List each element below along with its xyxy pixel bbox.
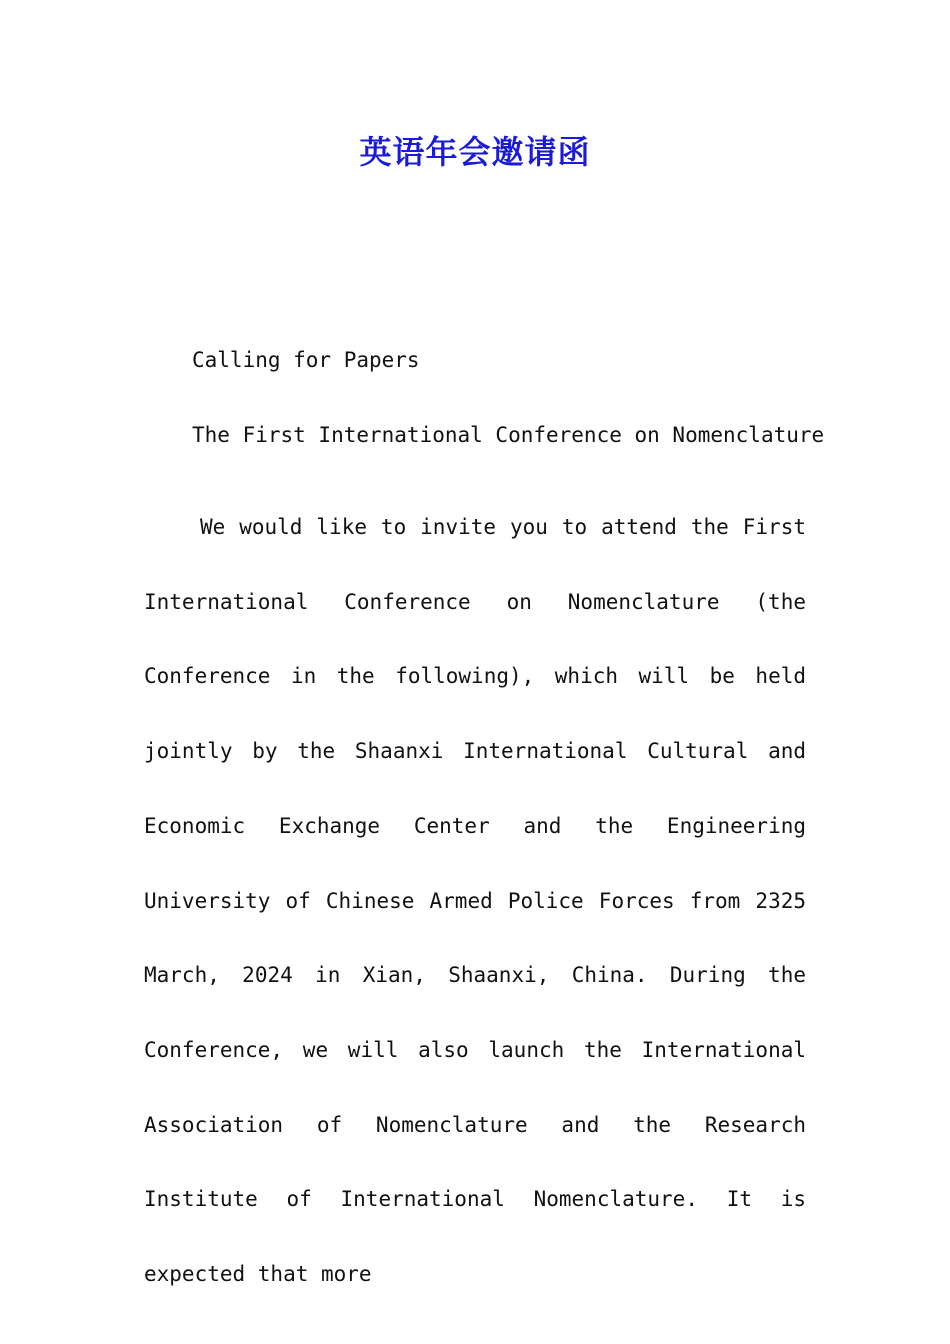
conference-name-heading: The First International Conference on Nomenclature (192, 423, 825, 447)
document-title: 英语年会邀请函 (359, 133, 591, 171)
invitation-paragraph: We would like to invite you to attend the First International Conference on Nomenclature (the Conference in the following), which will be held jointly by the Shaanxi International Cultural and Economic Exchange Center and the Engineering University of Chinese Armed Police Forces from 2325 March, 2024 in Xian, Shaanxi, China. During the Conference, we will also launch the International Association of Nomenclature and the Research Institute of International Nomenclature. It is expected that more (144, 515, 806, 1287)
calling-for-papers-heading: Calling for Papers (192, 348, 420, 372)
